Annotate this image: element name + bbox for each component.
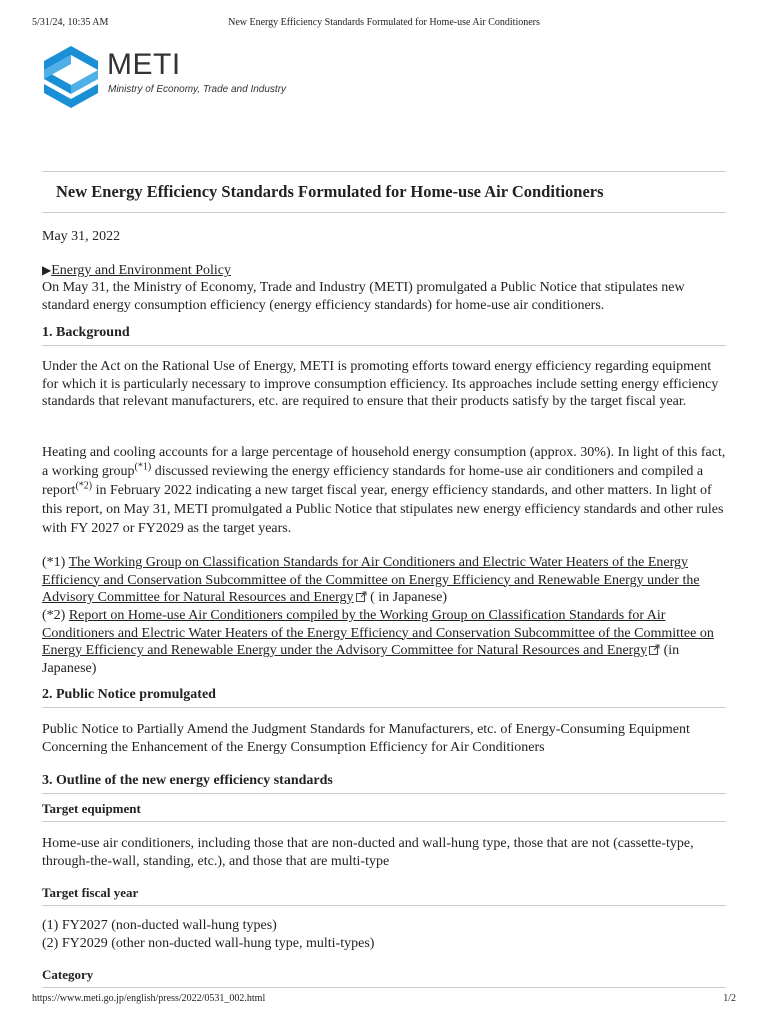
footnote-2-suffix: (in Japanese) [42, 643, 680, 676]
footnote-1-prefix: (*1) [42, 555, 69, 570]
public-notice-paragraph: Public Notice to Partially Amend the Judgment Standards for Manufacturers, etc. of Energy-Consuming Equipment Concerning the Enhancement of the Energy Consumption Efficiency for Air Conditioners [42, 722, 690, 755]
section-heading-background: 1. Background [42, 324, 726, 346]
article-date: May 31, 2022 [42, 229, 121, 244]
target-fiscal-year-item-1: (1) FY2027 (non-ducted wall-hung types) [42, 918, 277, 933]
target-fiscal-year-item-2: (2) FY2029 (other non-ducted wall-hung type, multi-types) [42, 936, 375, 951]
section-heading-outline: 3. Outline of the new energy efficiency standards [42, 772, 726, 794]
background-paragraph-1: Under the Act on the Rational Use of Energy, METI is promoting efforts toward energy efficiency regarding equipment for which it is particularly necessary to improve consumption efficiency. Its approaches include setting energy efficiency standards that relevant manufacturers, etc. are required to ensure that their products satisfy by the target fiscal year. [42, 359, 719, 409]
background-paragraph-2-text-b: discussed reviewing the energy efficiency standards for home-use air conditioners and compiled a report [42, 464, 704, 498]
triangle-icon: ▶ [42, 263, 52, 277]
target-equipment-paragraph: Home-use air conditioners, including those that are non-ducted and wall-hung type, those that are not (cassette-type, through-the-wall, standing, etc.), and those that are multi-type [42, 836, 694, 869]
footnote-1-link[interactable]: The Working Group on Classification Standards for Air Conditioners and Electric Water Heaters of the Energy Efficiency and Conservation Subcommittee of the Committee on Energy Efficiency and Renewable Energy under the Advisory Committee for Natural Resources and Energy [42, 555, 700, 605]
footnote-1 [42, 554, 726, 607]
subheading-category: Category [42, 967, 726, 988]
print-footer [32, 993, 736, 1007]
footnote-2-prefix: (*2) [42, 608, 69, 623]
external-link-icon [649, 644, 660, 655]
print-timestamp: 5/31/24, 10:35 AM [32, 17, 109, 28]
footnote-ref-2: (*2) [75, 480, 93, 492]
print-page-title: New Energy Efficiency Standards Formulated for Home-use Air Conditioners [228, 17, 540, 28]
section-heading-public-notice: 2. Public Notice promulgated [42, 686, 726, 708]
background-paragraph-2-text-c: in February 2022 indicating a new target fiscal year, energy efficiency standards, and other matters. In light of this report, on May 31, METI promulgated a Public Notice that stipulates new energy efficiency standards and other rules with FY 2027 or FY2029 as the target years. [42, 483, 724, 536]
logo-subtitle: Ministry of Economy, Trade and Industry [108, 84, 287, 95]
category-line [42, 262, 726, 280]
footnote-2-link[interactable]: Report on Home-use Air Conditioners compiled by the Working Group on Classification Standards for Air Conditioners and Electric Water Heaters of the Energy Efficiency and Conservation Subcommittee of the Committee on Energy Efficiency and Renewable Energy under the Advisory Committee for Natural Resources and Energy [42, 608, 714, 658]
background-paragraph-2 [42, 443, 726, 538]
title-box [42, 171, 726, 213]
print-url: https://www.meti.go.jp/english/press/2022/0531_002.html [32, 993, 266, 1004]
footnote-2 [42, 607, 726, 677]
print-header [32, 17, 736, 31]
meti-logo[interactable] [41, 44, 287, 110]
footnote-1-suffix: ( in Japanese) [366, 590, 448, 605]
background-paragraph-2-text-a: Heating and cooling accounts for a large percentage of household energy consumption (approx. 30%). In light of this fact, a working group [42, 445, 726, 479]
page-title: New Energy Efficiency Standards Formulated for Home-use Air Conditioners [56, 182, 604, 201]
subheading-target-fiscal-year: Target fiscal year [42, 885, 726, 906]
subheading-target-equipment: Target equipment [42, 801, 726, 822]
footnote-ref-1: (*1) [134, 461, 152, 473]
print-page-number: 1/2 [723, 993, 736, 1004]
meti-logo-icon [41, 44, 101, 110]
logo-name: METI [107, 48, 181, 81]
external-link-icon [356, 591, 367, 602]
category-link[interactable]: Energy and Environment Policy [51, 263, 231, 278]
intro-paragraph: On May 31, the Ministry of Economy, Trade and Industry (METI) promulgated a Public Notice that stipulates new standard energy consumption efficiency (energy efficiency standards) for home-use air conditioners. [42, 280, 685, 313]
